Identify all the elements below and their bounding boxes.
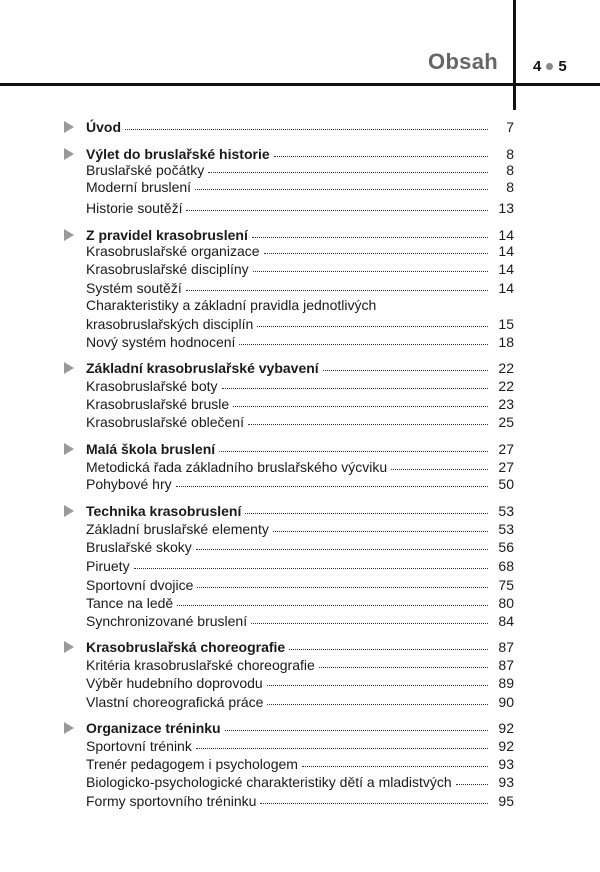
toc-page-number: 27	[498, 441, 514, 457]
toc-page-number: 7	[506, 119, 514, 135]
toc-label: Biologicko-psychologické charakteristiky dětí a mladistvých	[86, 774, 452, 790]
toc-entry	[0, 577, 600, 594]
toc-entry	[0, 396, 600, 413]
dot-leader	[219, 451, 488, 452]
toc-entry	[0, 280, 600, 297]
toc-entry	[0, 738, 600, 755]
toc-label: Vlastní choreografická práce	[86, 694, 264, 710]
toc-label: Synchronizované bruslení	[86, 613, 248, 629]
toc-entry	[0, 378, 600, 395]
toc-label: Krasobruslařské boty	[86, 378, 218, 394]
dot-leader	[267, 704, 488, 705]
dot-leader	[177, 605, 488, 606]
toc-page-number: 53	[498, 521, 514, 537]
dot-leader	[222, 388, 488, 389]
toc-section	[0, 227, 600, 244]
toc-entry	[0, 595, 600, 612]
toc-page-number: 93	[498, 774, 514, 790]
toc-section	[0, 119, 600, 136]
toc-label: Malá škola bruslení	[86, 441, 216, 457]
toc-label: Základní bruslařské elementy	[86, 521, 269, 537]
toc-label: Úvod	[86, 119, 121, 135]
toc-page-number: 14	[498, 227, 514, 243]
toc-page-number: 50	[498, 476, 514, 492]
toc-page-number: 92	[498, 738, 514, 754]
dot-leader	[289, 649, 488, 650]
dot-leader	[134, 568, 488, 569]
toc-label: Metodická řada základního bruslařského výcviku	[86, 459, 388, 475]
toc-label: Pohybové hry	[86, 476, 172, 492]
toc-section	[0, 360, 600, 377]
toc-label: Kritéria krasobruslařské choreografie	[86, 657, 315, 673]
dot-leader	[264, 253, 488, 254]
dot-leader	[257, 326, 488, 327]
toc-page-number: 13	[498, 200, 514, 216]
dot-leader	[233, 406, 488, 407]
toc-label: Organizace tréninku	[86, 720, 221, 736]
toc-page-number: 87	[498, 639, 514, 655]
dot-leader	[186, 210, 488, 211]
toc-entry	[0, 774, 600, 791]
toc-label: Historie soutěží	[86, 200, 183, 216]
toc-section	[0, 720, 600, 737]
toc-entry	[0, 539, 600, 556]
dot-leader	[125, 129, 488, 130]
toc-label: Krasobruslařské disciplíny	[86, 261, 249, 277]
toc-page-number: 18	[498, 334, 514, 350]
toc-entry	[0, 558, 600, 575]
toc-page-number: 56	[498, 539, 514, 555]
triangle-bullet-icon	[64, 121, 74, 133]
separator-dot-icon	[546, 63, 553, 70]
dot-leader	[260, 803, 488, 804]
triangle-bullet-icon	[64, 443, 74, 455]
toc-label: Tance na ledě	[86, 595, 174, 611]
toc-label: Systém soutěží	[86, 280, 182, 296]
dot-leader	[319, 667, 488, 668]
toc-page-number: 14	[498, 243, 514, 259]
toc-page-number: 27	[498, 459, 514, 475]
toc-section	[0, 639, 600, 656]
toc-page-number: 92	[498, 720, 514, 736]
toc-page-number: 22	[498, 360, 514, 376]
toc-label: krasobruslařských disciplín	[86, 316, 254, 332]
toc-label: Technika krasobruslení	[86, 503, 242, 519]
dot-leader	[195, 189, 488, 190]
dot-leader	[186, 290, 488, 291]
dot-leader	[302, 766, 488, 767]
toc-entry	[0, 613, 600, 630]
toc-label: Bruslařské počátky	[86, 162, 205, 178]
toc-page-number: 14	[498, 280, 514, 296]
toc-entry	[0, 793, 600, 810]
toc-section	[0, 441, 600, 458]
dot-leader	[323, 370, 488, 371]
dot-leader	[196, 748, 488, 749]
triangle-bullet-icon	[64, 505, 74, 517]
toc-label: Formy sportovního tréninku	[86, 793, 257, 809]
toc-page-number: 53	[498, 503, 514, 519]
dot-leader	[267, 685, 488, 686]
toc-page-number: 95	[498, 793, 514, 809]
toc-entry	[0, 334, 600, 351]
toc-label: Nový systém hodnocení	[86, 334, 236, 350]
toc-section	[0, 503, 600, 520]
dot-leader	[197, 587, 488, 588]
toc-entry	[0, 657, 600, 674]
page-numbers	[533, 58, 567, 75]
dot-leader	[251, 623, 488, 624]
toc-label: Krasobruslařská choreografie	[86, 639, 286, 655]
toc-label: Bruslařské skoky	[86, 539, 192, 555]
dot-leader	[196, 549, 488, 550]
toc-page-number: 8	[506, 179, 514, 195]
page-title: Obsah	[428, 49, 498, 74]
toc-entry	[0, 675, 600, 692]
toc-page-number: 90	[498, 694, 514, 710]
toc-page-number: 25	[498, 414, 514, 430]
toc-entry	[0, 521, 600, 538]
dot-leader	[274, 156, 488, 157]
header-rule	[0, 83, 600, 86]
page-number-right: 5	[558, 58, 567, 75]
toc-label: Moderní bruslení	[86, 179, 192, 195]
toc-label: Charakteristiky a základní pravidla jednotlivých	[86, 297, 377, 313]
dot-leader	[253, 271, 488, 272]
toc-entry	[0, 179, 600, 196]
triangle-bullet-icon	[64, 148, 74, 160]
toc-entry	[0, 694, 600, 711]
toc-label: Sportovní trénink	[86, 738, 192, 754]
toc-page-number: 75	[498, 577, 514, 593]
toc-label: Piruety	[86, 558, 130, 574]
dot-leader	[225, 730, 488, 731]
toc-page-number: 84	[498, 613, 514, 629]
toc-entry	[0, 476, 600, 493]
toc-page-number: 87	[498, 657, 514, 673]
toc-page-number: 15	[498, 316, 514, 332]
toc-entry	[0, 459, 600, 476]
toc-entry	[0, 243, 600, 260]
toc-entry	[0, 297, 600, 314]
toc-page-number: 68	[498, 558, 514, 574]
toc-page-number: 93	[498, 756, 514, 772]
toc-section	[0, 146, 600, 163]
dot-leader	[252, 237, 488, 238]
dot-leader	[208, 172, 488, 173]
toc-entry	[0, 162, 600, 179]
dot-leader	[239, 344, 488, 345]
toc-label: Krasobruslařské organizace	[86, 243, 260, 259]
vertical-rule	[513, 0, 516, 110]
toc-label: Z pravidel krasobruslení	[86, 227, 248, 243]
toc-entry	[0, 200, 600, 217]
toc-entry	[0, 414, 600, 431]
toc-page-number: 8	[506, 162, 514, 178]
toc-label: Výlet do bruslařské historie	[86, 146, 270, 162]
toc-page-number: 14	[498, 261, 514, 277]
page-number-left: 4	[533, 58, 542, 75]
toc-page-number: 22	[498, 378, 514, 394]
triangle-bullet-icon	[64, 641, 74, 653]
toc-entry	[0, 316, 600, 333]
toc-page-number: 23	[498, 396, 514, 412]
triangle-bullet-icon	[64, 362, 74, 374]
toc-entry	[0, 261, 600, 278]
toc-page-number: 8	[506, 146, 514, 162]
dot-leader	[248, 424, 488, 425]
triangle-bullet-icon	[64, 229, 74, 241]
dot-leader	[176, 486, 488, 487]
toc-label: Krasobruslařské brusle	[86, 396, 230, 412]
triangle-bullet-icon	[64, 722, 74, 734]
dot-leader	[245, 513, 488, 514]
toc-page-number: 80	[498, 595, 514, 611]
toc-label: Základní krasobruslařské vybavení	[86, 360, 319, 376]
dot-leader	[273, 531, 488, 532]
toc-page-number: 89	[498, 675, 514, 691]
toc-label: Sportovní dvojice	[86, 577, 194, 593]
toc-entry	[0, 756, 600, 773]
toc-label: Krasobruslařské oblečení	[86, 414, 244, 430]
toc-label: Výběr hudebního doprovodu	[86, 675, 263, 691]
toc-label: Trenér pedagogem i psychologem	[86, 756, 298, 772]
